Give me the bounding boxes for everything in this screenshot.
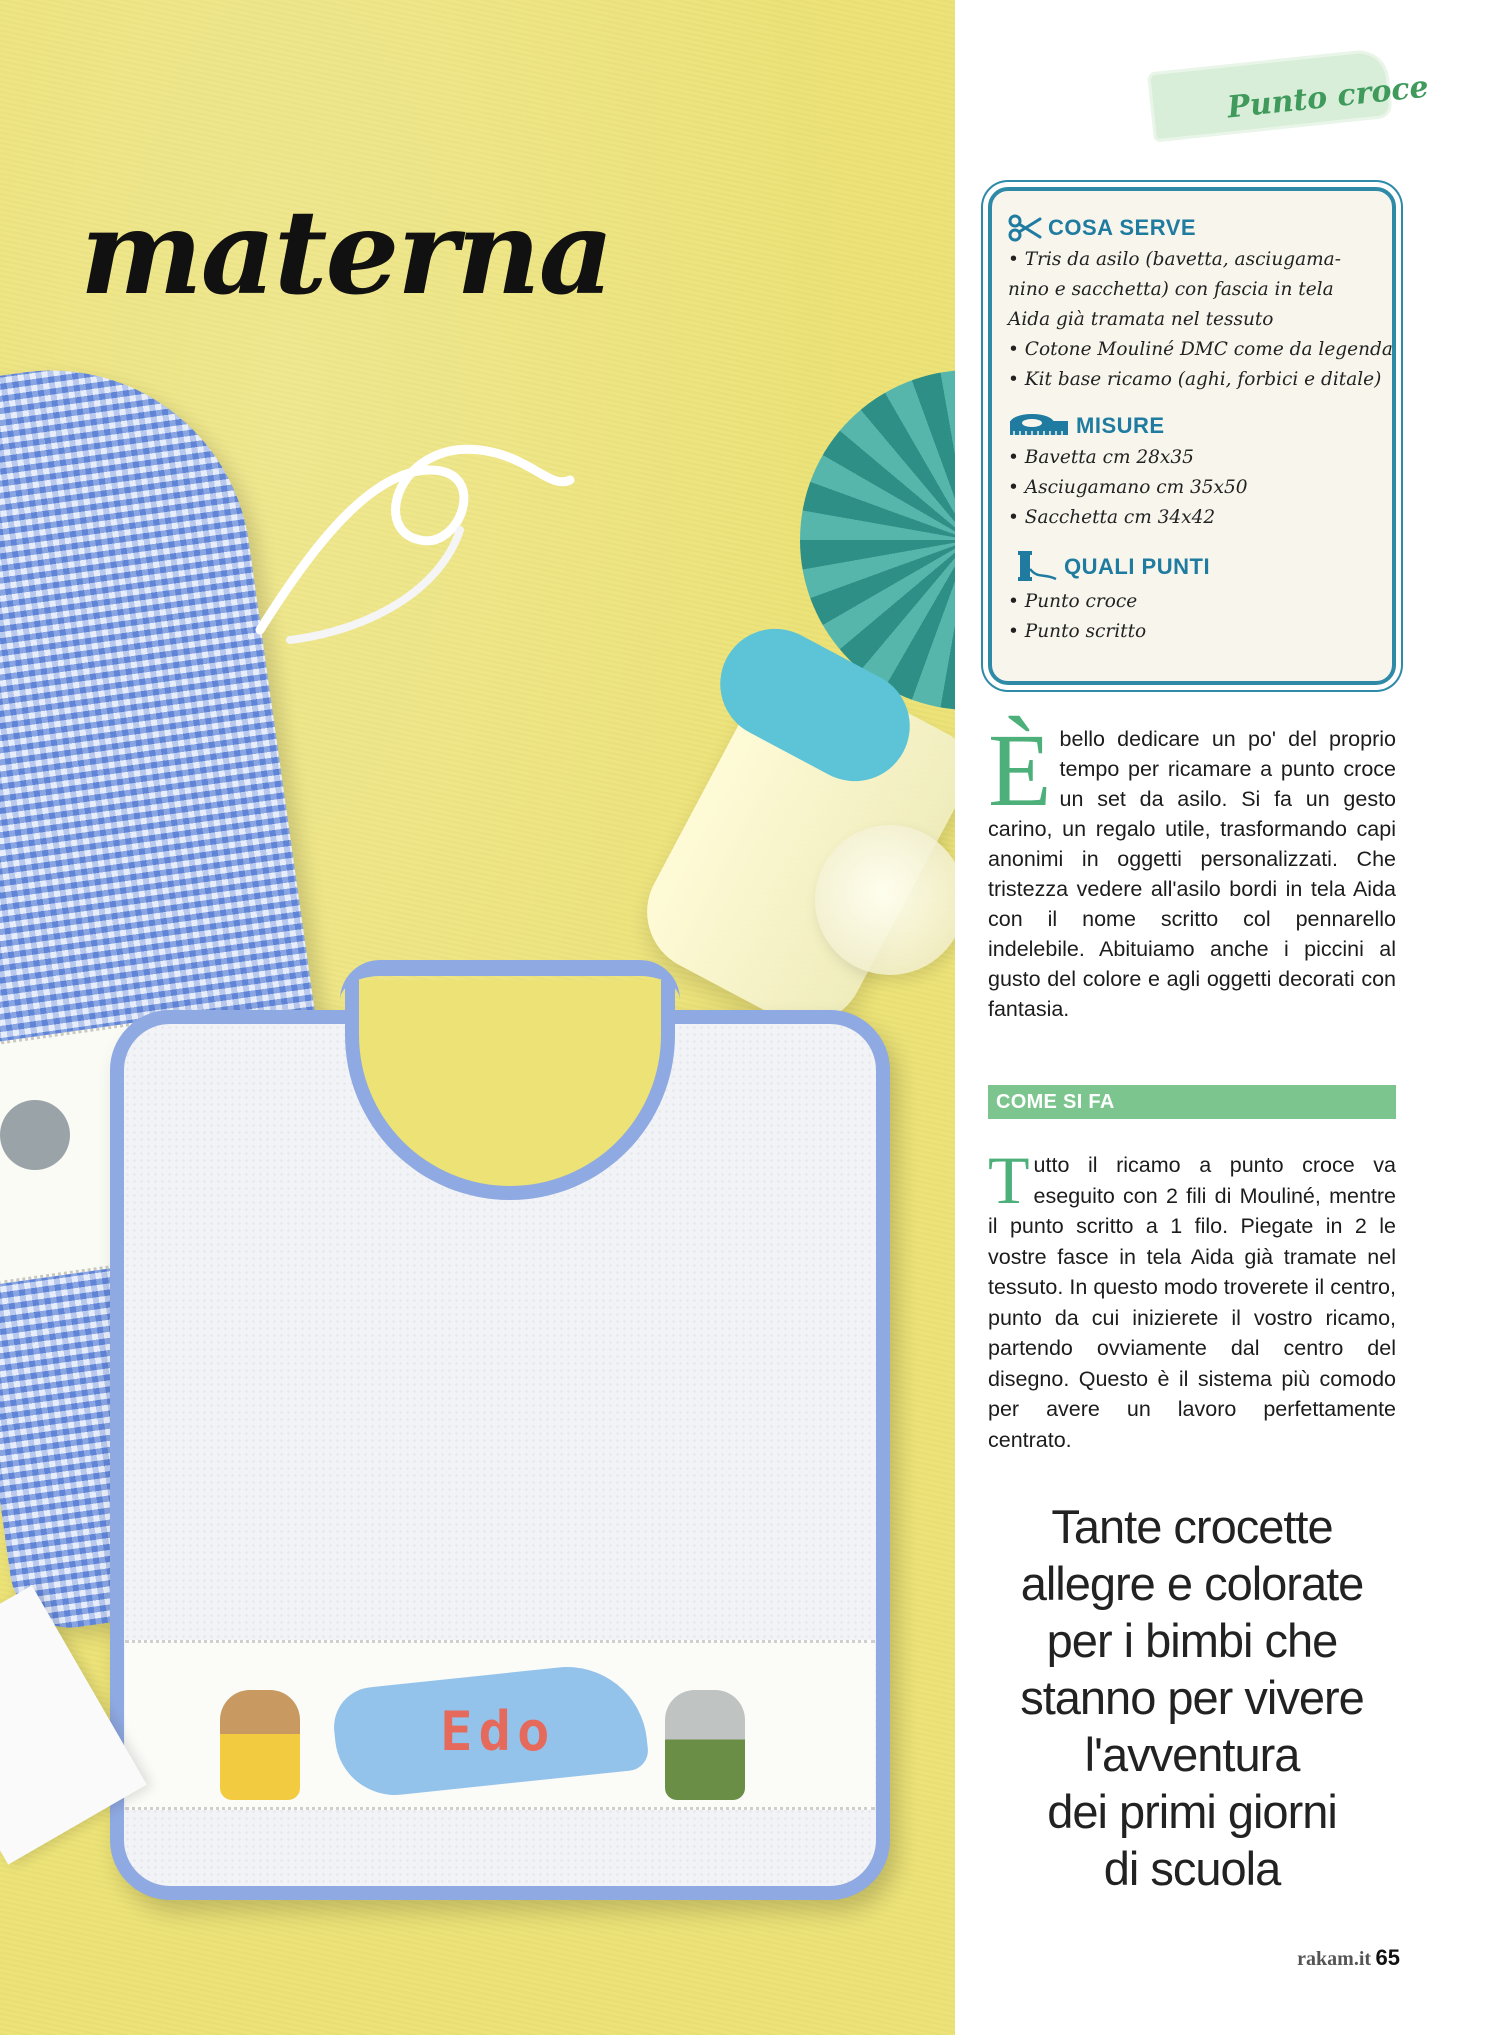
- intro-paragraph: [988, 713, 1396, 1024]
- infobox-section-cosa-serve: [1008, 213, 1393, 395]
- bag-mouse-embroidery: [0, 1100, 70, 1170]
- pull-quote: [988, 1498, 1396, 1897]
- list-item: • Kit base ricamo (aghi, forbici e ditale): [1008, 369, 1382, 390]
- come-si-fa-heading: COME SI FA: [988, 1085, 1396, 1119]
- infobox-heading: QUALI PUNTI: [1064, 554, 1211, 579]
- intro-text: bello dedicare un po' del proprio tempo per ricamare a punto croce un set da asilo. Si fa un gesto carino, un regalo utile, trasformando capi anonimi in oggetti personalizzati. Che tristezza vedere all'asilo bordi in tela Aida con il nome scritto col pennarello indelebile. Abituiamo anche i piccini al gusto del colore e agli oggetti decorati con fantasia.: [988, 727, 1396, 1021]
- pull-quote-line: l'avventura: [1084, 1728, 1300, 1781]
- list-item: • Sacchetta cm 34x42: [1008, 507, 1216, 528]
- infobox-heading: COSA SERVE: [1048, 215, 1197, 240]
- intro-dropcap: È: [988, 713, 1052, 828]
- pull-quote-line: per i bimbi che: [1046, 1614, 1338, 1667]
- thread-spool-icon: [1008, 549, 1058, 585]
- instructions-text: utto il ricamo a punto croce va eseguito con 2 fili di Mouliné, mentre il punto scritto a 1 filo. Piegate in 2 le vostre fasce in tela Aida già tramate nel tessuto. In questo modo troverete il centro, punto da cui inizierete il vostro ricamo, partendo ovviamente dal centro del disegno. Questo è il sistema più comodo per avere un lavoro perfettamente centrato.: [988, 1153, 1396, 1452]
- list-item: • Punto scritto: [1008, 621, 1147, 642]
- instructions-paragraph: [988, 1142, 1396, 1455]
- list-item: Aida già tramata nel tessuto: [1008, 309, 1274, 330]
- infobox-list: [1008, 587, 1378, 647]
- page-folio: [1270, 1945, 1400, 1971]
- infobox-section-misure: [1008, 411, 1378, 533]
- bear-embroidery: [220, 1690, 300, 1800]
- scissors-icon: [1008, 213, 1042, 243]
- page-title-word: materna: [80, 185, 612, 321]
- list-item: • Punto croce: [1008, 591, 1138, 612]
- list-item: • Bavetta cm 28x35: [1008, 447, 1194, 468]
- pull-quote-line: di scuola: [1103, 1842, 1281, 1895]
- infobox-section-quali-punti: [1008, 549, 1378, 647]
- pull-quote-line: allegre e colorate: [1020, 1557, 1364, 1610]
- measuring-tape-icon: [1008, 411, 1070, 441]
- bib-tie-band: [340, 960, 680, 1000]
- site-name: rakam.it: [1297, 1948, 1372, 1970]
- infobox-heading: MISURE: [1076, 413, 1165, 438]
- list-item: • Cotone Mouliné DMC come da legenda: [1008, 339, 1393, 360]
- instructions-dropcap: T: [988, 1142, 1030, 1218]
- list-item: • Tris da asilo (bavetta, asciugama-: [1008, 249, 1341, 270]
- embroidered-name: Edo: [440, 1700, 556, 1763]
- list-item: • Asciugamano cm 35x50: [1008, 477, 1248, 498]
- pull-quote-line: Tante crocette: [1051, 1500, 1333, 1553]
- page-number: 65: [1375, 1945, 1400, 1970]
- pull-quote-line: stanno per vivere: [1020, 1671, 1364, 1724]
- infobox-list: [1008, 443, 1378, 533]
- section-tag: Punto croce: [1225, 69, 1431, 126]
- materials-infobox: [988, 187, 1396, 685]
- bunny-embroidery: [665, 1690, 745, 1800]
- drawstring-cord: [250, 430, 580, 650]
- pull-quote-line: dei primi giorni: [1047, 1785, 1337, 1838]
- infobox-list: [1008, 245, 1393, 395]
- bottle-cover-cup: [815, 825, 955, 975]
- list-item: nino e sacchetta) con fascia in tela: [1008, 279, 1334, 300]
